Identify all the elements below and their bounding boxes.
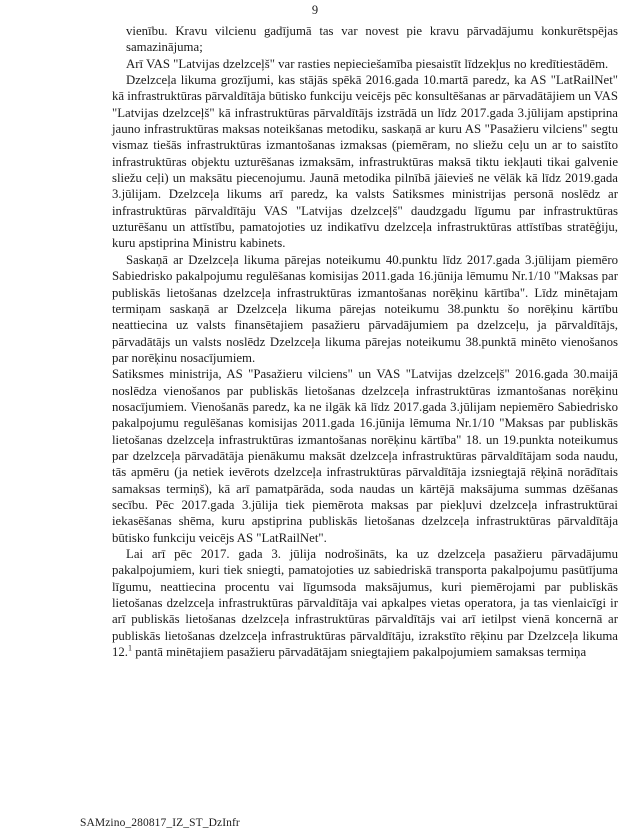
paragraph-3: Dzelzceļa likuma grozījumi, kas stājās spēkā 2016.gada 10.martā paredz, ka AS "LatRailNet" kā infrastruktūras pārvaldītāja būtisko funkciju veicējs pēc konsultēšanas ar pārvadātājiem un VAS "Latvijas dzelzceļš" kā infrastruktūras pārvaldītājs izstrādā un līdz 2017.gada 3.jūlijam apstiprina jauno infrastruktūras maksas noteikšanas metodiku, saskaņā ar kuru AS "Pasažieru vilciens" segtu vismaz tiešās infrastruktūras izmantošanas izmaksas (piemēram, no sliežu ceļu un ar to saistīto infrastruktūras objektu uzturēšanas izmaksām, infrastruktūras maksā tiktu iekļauti tikai galvenie sliežu ceļi) un maksātu piecenojumu. Jaunā metodika pilnībā jāievieš ne vēlāk kā līdz 2019.gada 3.jūlijam. Dzelzceļa likums arī paredz, ka valsts Satiksmes ministrijas personā noslēdz ar infrastruktūras pārvaldītāju VAS "Latvijas dzelzceļš" daudzgadu līgumu par infrastruktūras uzturēšanu un attīstību, pamatojoties uz indikatīvu dzelzceļa infrastruktūras attīstības stratēģiju, kuru apstiprina Ministru kabinets. — [112, 73, 618, 251]
document-body — [112, 23, 618, 660]
paragraph-6-tail: pantā minētajiem pasažieru pārvadātājam sniegtajiem pakalpojumiem samaksas termiņa — [132, 645, 587, 660]
paragraph-5: Satiksmes ministrija, AS "Pasažieru vilciens" un VAS "Latvijas dzelzceļš" 2016.gada 30.maijā noslēdza vienošanos par publiskās lietošanas dzelzceļa infrastruktūras izmantošanas norēķinu nosacījumiem. Vienošanās paredz, ka ne ilgāk kā līdz 2017.gada 3.jūlijam nepiemēro Sabiedrisko pakalpojumu regulēšanas komisijas 2011.gada 16.jūnija lēmuma Nr.1/10 "Maksas par publiskās lietošanas dzelzceļa infrastruktūras izmantošanas norēķinu kārtība" 18. un 19.punkta noteikumus par dzelzceļa pārvadātāja pienākumu maksāt dzelzceļa infrastruktūras pārvaldītājam soda naudu, tās apmēru (ja netiek ievērots dzelzceļa infrastruktūras pārvaldītāja izsniegtajā rēķinā norādītais samaksas termiņš), kā arī pamatpārāda, soda naudas un kārtējā maksājuma summas dzēšanas secību. Pēc 2017.gada 3.jūlija tiek piemērota maksas par piekļuvi dzelzceļa infrastruktūrai iekasēšanas shēma, kuru apstiprina publiskās lietošanas dzelzceļa infrastruktūras pārvaldītāja būtisko funkciju veicējs AS "LatRailNet". — [112, 367, 618, 545]
document-footer: SAMzino_280817_IZ_ST_DzInfr — [80, 817, 240, 829]
paragraph-6-text: Lai arī pēc 2017. gada 3. jūlija nodrošināts, ka uz dzelzceļa pasažieru pārvadājumu pakalpojumiem, kuri tiek sniegti, pamatojoties uz sabiedriskā transporta pakalpojumu pasūtījuma līgumu, neattiecina procentu vai līgumsoda maksājumus, kuri piemērojami par publiskās lietošanas dzelzceļa infrastruktūras pārvaldītāja vai apkalpes vietas operatora, ja tas vienlaicīgi ir arī publiskās lietošanas dzelzceļa infrastruktūras pārvaldītājs vai arī ietilpst vienā koncernā ar publiskās lietošanas dzelzceļa infrastruktūras pārvaldītāju, izrakstīto rēķinu par Dzelzceļa likuma 12. — [112, 547, 618, 660]
paragraph-6 — [112, 546, 618, 660]
paragraph-2: Arī VAS "Latvijas dzelzceļš" var rasties nepieciešamība piesaistīt līdzekļus no kredītiestādēm. — [126, 56, 609, 71]
paragraph-1: vienību. Kravu vilcienu gadījumā tas var novest pie kravu pārvadājumu konkurētspējas samazinājuma; — [126, 24, 618, 55]
footnote-superscript: 1 — [128, 643, 132, 653]
paragraph-4: Saskaņā ar Dzelzceļa likuma pārejas noteikumu 40.punktu līdz 2017.gada 3.jūlijam piemēro Sabiedrisko pakalpojumu regulēšanas komisijas 2011.gada 16.jūnija lēmumu Nr.1/10 "Maksas par publiskās lietošanas dzelzceļa infrastruktūras izmantošanas norēķinu kārtība". Līdz minētajam termiņam saskaņā ar Dzelzceļa likuma pārejas noteikumu 38.punktu šo norēķinu kārtību neattiecina uz valsts finansētajiem pasažieru pārvadājumiem pa dzelzceļu, ja pārvaldītājs, pārvadātājs un valsts noslēdz Dzelzceļa likuma pārejas noteikumu 38.punktā minēto vienošanos par norēķinu nosacījumiem. — [112, 252, 618, 365]
page-number: 9 — [311, 3, 319, 17]
